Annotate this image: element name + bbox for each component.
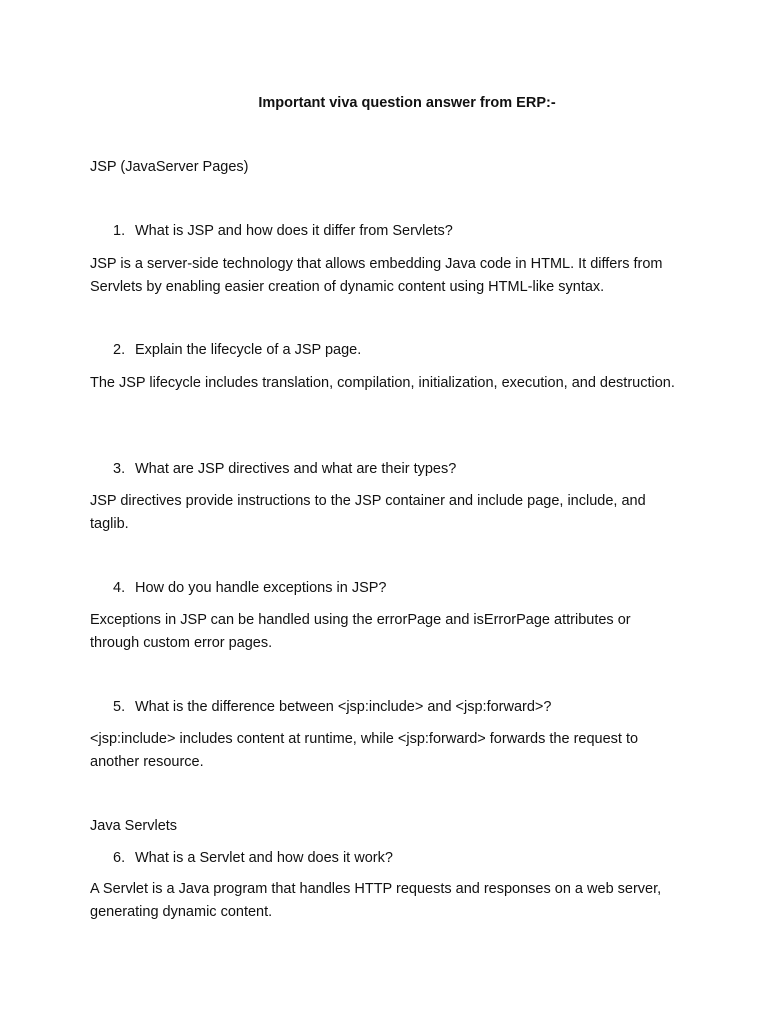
section-heading-servlets: Java Servlets (90, 818, 178, 834)
answer-text: Exceptions in JSP can be handled using the errorPage and isErrorPage attributes or through custom error pages. (90, 612, 631, 651)
question-item (113, 698, 551, 716)
answer-text: A Servlet is a Java program that handles HTTP requests and responses on a web server, generating dynamic content. (90, 881, 662, 920)
answer-text: <jsp:include> includes content at runtime, while <jsp:forward> forwards the request to another resource. (90, 731, 639, 770)
question-text: Explain the lifecycle of a JSP page. (135, 342, 362, 358)
question-number: 6. (113, 850, 126, 866)
question-number: 1. (113, 223, 126, 239)
question-number: 5. (113, 699, 126, 715)
question-text: What is JSP and how does it differ from Servlets? (135, 223, 453, 239)
question-number: 4. (113, 580, 126, 596)
question-text: What is the difference between <jsp:include> and <jsp:forward>? (135, 699, 552, 715)
answer-text: JSP directives provide instructions to the JSP container and include page, include, and taglib. (90, 493, 646, 532)
document-title: Important viva question answer from ERP:- (258, 95, 556, 111)
question-item (113, 341, 361, 359)
question-item (113, 460, 456, 478)
section-heading-jsp: JSP (JavaServer Pages) (90, 159, 249, 175)
question-item (113, 222, 453, 240)
question-text: What are JSP directives and what are their types? (135, 461, 457, 477)
question-text: What is a Servlet and how does it work? (135, 850, 393, 866)
question-number: 2. (113, 342, 126, 358)
question-item (113, 849, 393, 867)
answer-text: JSP is a server-side technology that allows embedding Java code in HTML. It differs from Servlets by enabling easier creation of dynamic content using HTML-like syntax. (90, 256, 663, 295)
question-item (113, 579, 387, 597)
answer-text: The JSP lifecycle includes translation, compilation, initialization, execution, and destruction. (90, 375, 675, 391)
question-number: 3. (113, 461, 126, 477)
question-text: How do you handle exceptions in JSP? (135, 580, 387, 596)
